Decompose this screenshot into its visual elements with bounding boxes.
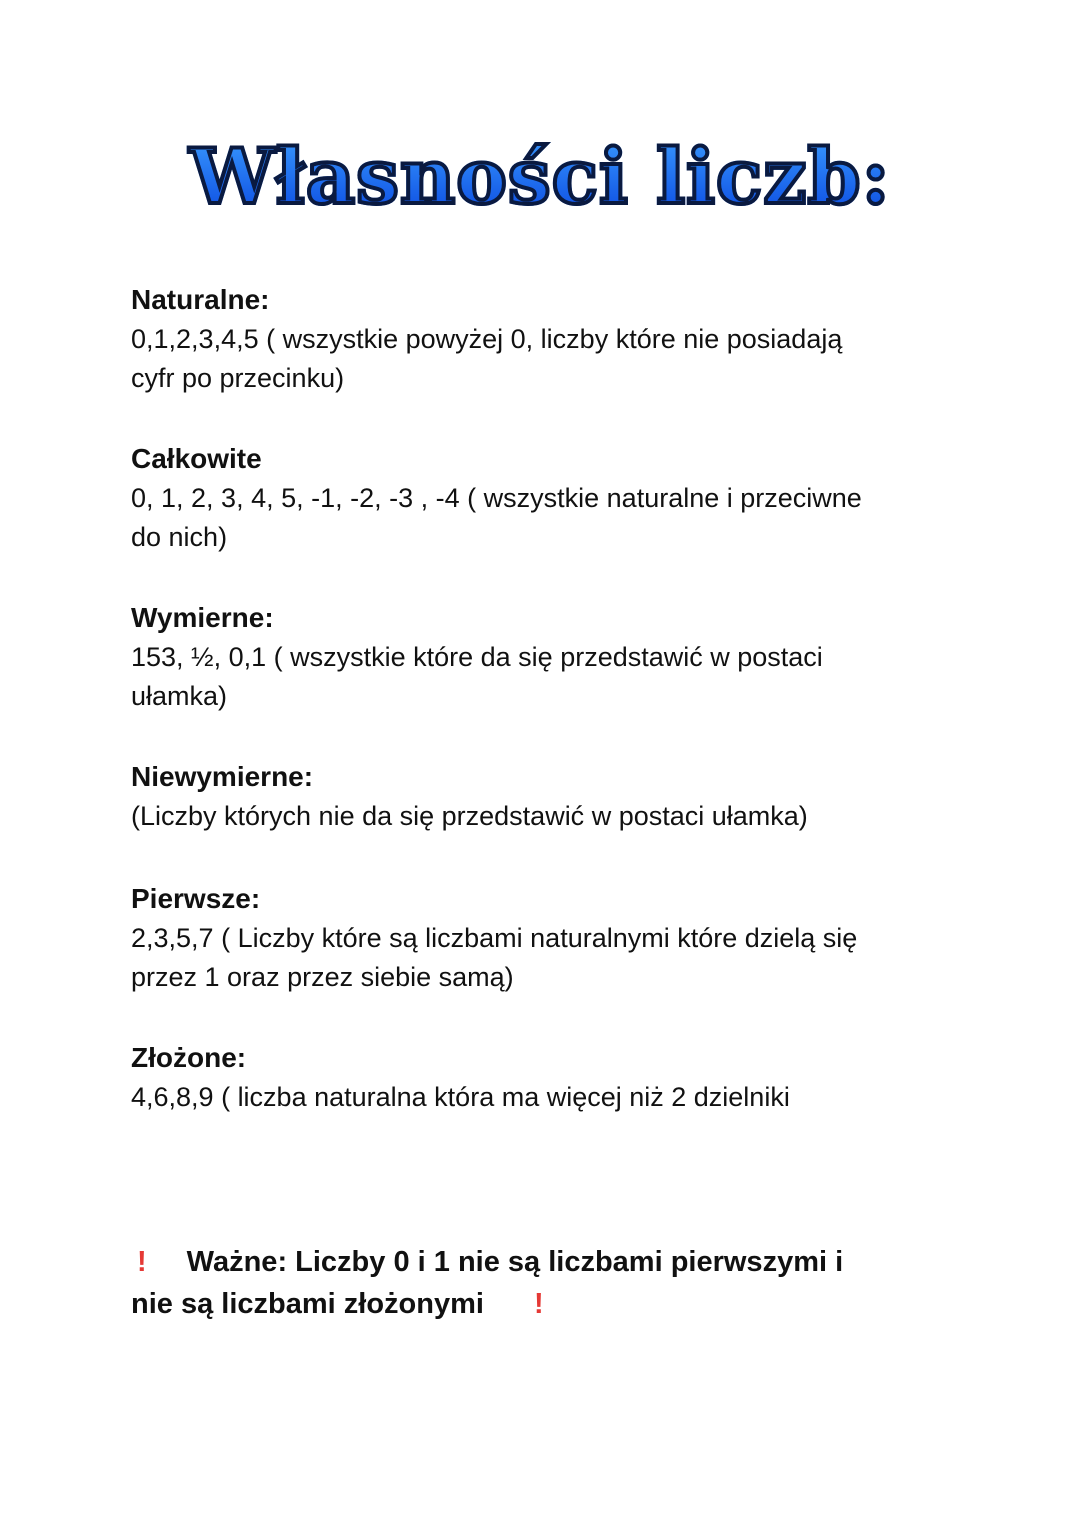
section-line: ułamka) [131, 681, 228, 711]
section-heading: Naturalne: [131, 284, 270, 315]
section-line: przez 1 oraz przez siebie samą) [131, 962, 514, 992]
section-heading: Wymierne: [131, 602, 274, 633]
section-line: cyfr po przecinku) [131, 363, 345, 393]
section-wymierne [131, 598, 823, 716]
section-niewymierne [131, 757, 808, 836]
section-line: do nich) [131, 522, 228, 552]
section-line: 4,6,8,9 ( liczba naturalna która ma więcej niż 2 dzielniki [131, 1082, 790, 1112]
section-line: 0,1,2,3,4,5 ( wszystkie powyżej 0, liczby które nie posiadają [131, 324, 843, 354]
section-heading: Całkowite [131, 443, 262, 474]
page-title: Własności liczb: [0, 132, 1080, 221]
exclamation-icon: ! [137, 1246, 147, 1278]
section-line: 0, 1, 2, 3, 4, 5, -1, -2, -3 , -4 ( wszystkie naturalne i przeciwne [131, 483, 862, 513]
section-line: 153, ½, 0,1 ( wszystkie które da się przedstawić w postaci [131, 642, 823, 672]
section-pierwsze [131, 879, 857, 997]
section-heading: Pierwsze: [131, 883, 261, 914]
section-line: (Liczby których nie da się przedstawić w postaci ułamka) [131, 801, 808, 831]
section-zlozone [131, 1038, 790, 1117]
important-note [131, 1241, 843, 1325]
section-line: 2,3,5,7 ( Liczby które są liczbami naturalnymi które dzielą się [131, 923, 858, 953]
section-heading: Niewymierne: [131, 761, 314, 792]
exclamation-icon: ! [533, 1288, 544, 1320]
note-line: nie są liczbami złożonymi [131, 1288, 484, 1320]
section-naturalne [131, 280, 842, 398]
section-calkowite [131, 439, 862, 557]
section-heading: Złożone: [131, 1042, 247, 1073]
note-line: Ważne: Liczby 0 i 1 nie są liczbami pierwszymi i [186, 1246, 844, 1278]
